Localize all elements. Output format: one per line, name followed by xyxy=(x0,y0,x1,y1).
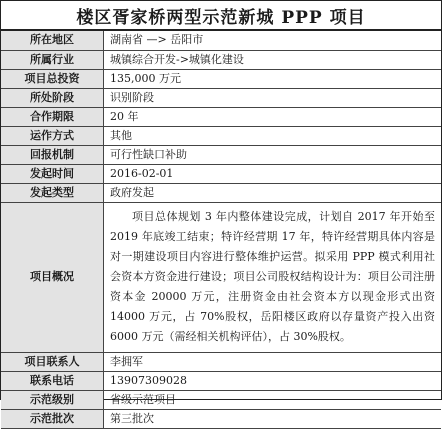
table-row xyxy=(1,352,441,371)
field-value-industry: 城镇综合开发->城镇化建设 xyxy=(104,50,442,69)
field-value-demo-level: 省级示范项目 xyxy=(104,390,442,409)
page-title: 楼区胥家桥两型示范新城 PPP 项目 xyxy=(1,1,441,31)
field-label-operation-mode: 运作方式 xyxy=(1,126,104,145)
field-label-term: 合作期限 xyxy=(1,107,104,126)
field-label-region: 所在地区 xyxy=(1,31,104,50)
table-row xyxy=(1,145,441,164)
field-label-launch-type: 发起类型 xyxy=(1,183,104,202)
field-value-return-mechanism: 可行性缺口补助 xyxy=(104,145,442,164)
field-value-contact: 李拥军 xyxy=(104,352,442,371)
field-value-region: 湖南省 —> 岳阳市 xyxy=(104,31,442,50)
field-value-total-investment: 135,000 万元 xyxy=(104,69,442,88)
table-row xyxy=(1,69,441,88)
table-row xyxy=(1,164,441,183)
table-row xyxy=(1,107,441,126)
field-label-industry: 所属行业 xyxy=(1,50,104,69)
table-row xyxy=(1,183,441,202)
field-label-demo-batch: 示范批次 xyxy=(1,409,104,428)
field-label-launch-date: 发起时间 xyxy=(1,164,104,183)
field-value-phone: 13907309028 xyxy=(104,371,442,390)
field-value-overview: 项目总体规划 3 年内整体建设完成，计划自 2017 年开始至 2019 年底竣工结束；特许经营期 17 年，特许经营期具体内容是对一期建设项目内容进行整体维护运营。拟采用 PPP 模式利用社会资本方资金进行建设；项目公司股权结构设计为：项目公司注册资本金 20000 万元，注册资金由社会资本方以现金形式出资 14000 万元，占 70%股权，岳阳楼区政府以存量资产投入出资 6000 万元（需经相关机构评估），占 30%股权。 xyxy=(104,202,442,352)
project-info-table xyxy=(1,31,441,429)
field-value-operation-mode: 其他 xyxy=(104,126,442,145)
table-row xyxy=(1,371,441,390)
field-label-total-investment: 项目总投资 xyxy=(1,69,104,88)
field-label-demo-level: 示范级别 xyxy=(1,390,104,409)
table-row xyxy=(1,50,441,69)
field-value-launch-type: 政府发起 xyxy=(104,183,442,202)
field-label-return-mechanism: 回报机制 xyxy=(1,145,104,164)
field-value-demo-batch: 第三批次 xyxy=(104,409,442,428)
table-row xyxy=(1,126,441,145)
field-value-launch-date: 2016-02-01 xyxy=(104,164,442,183)
table-row xyxy=(1,31,441,50)
field-value-term: 20 年 xyxy=(104,107,442,126)
field-label-contact: 项目联系人 xyxy=(1,352,104,371)
table-row xyxy=(1,202,441,352)
table-row xyxy=(1,88,441,107)
table-row xyxy=(1,409,441,428)
field-label-stage: 所处阶段 xyxy=(1,88,104,107)
field-label-overview: 项目概况 xyxy=(1,202,104,352)
field-label-phone: 联系电话 xyxy=(1,371,104,390)
field-value-stage: 识别阶段 xyxy=(104,88,442,107)
